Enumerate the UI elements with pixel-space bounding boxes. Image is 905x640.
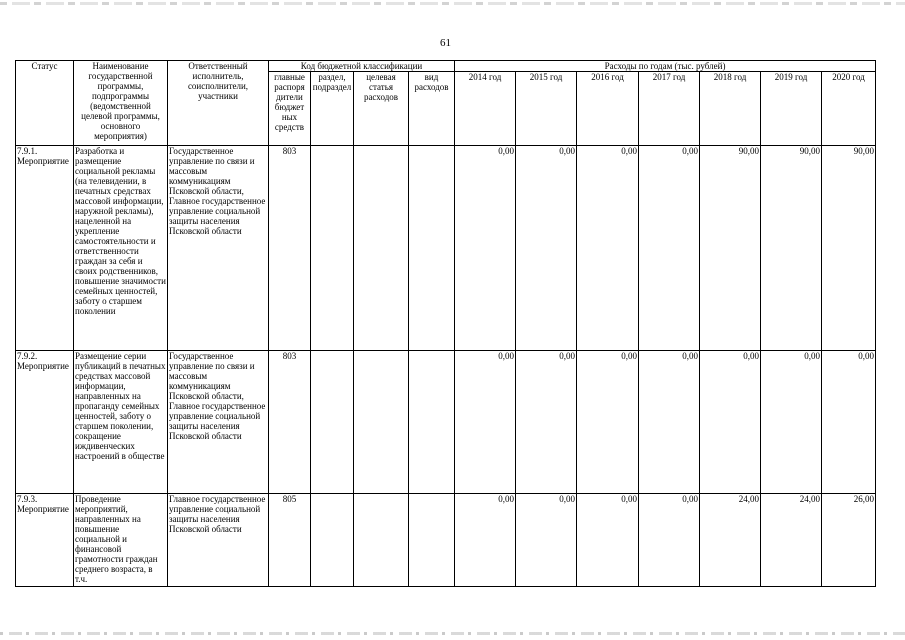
- row-status-cell: [16, 146, 74, 351]
- header-kind: вид расходов: [409, 72, 455, 146]
- table-row: [16, 146, 876, 351]
- row-value-2015: 0,00: [516, 494, 577, 587]
- row-value-2016: 0,00: [577, 494, 639, 587]
- row-kind: [409, 351, 455, 494]
- header-name: Наименование государственной программы, подпрограммы (ведомственной целевой программы, основного мероприятия): [74, 61, 168, 146]
- row-section: [311, 146, 354, 351]
- row-code: 7.9.2.: [17, 351, 38, 361]
- header-row-1: [16, 61, 876, 72]
- row-value-2017: 0,00: [639, 146, 700, 351]
- header-year-2016: 2016 год: [577, 72, 639, 146]
- row-value-2014: 0,00: [455, 146, 516, 351]
- row-status: Мероприятие: [17, 361, 69, 371]
- table-row: [16, 494, 876, 587]
- header-grbs: главные распоря дители бюджет ных средств: [269, 72, 311, 146]
- row-grbs: 803: [269, 146, 311, 351]
- row-value-2019: 24,00: [761, 494, 822, 587]
- row-code: 7.9.3.: [17, 494, 38, 504]
- row-value-2019: 90,00: [761, 146, 822, 351]
- row-kind: [409, 494, 455, 587]
- row-article: [354, 351, 409, 494]
- header-year-2015: 2015 год: [516, 72, 577, 146]
- row-responsible: Главное государственное управление социальной защиты населения Псковской области: [168, 494, 269, 587]
- scan-edge-top: [0, 2, 905, 5]
- header-year-2014: 2014 год: [455, 72, 516, 146]
- budget-table: [15, 60, 876, 587]
- row-status: Мероприятие: [17, 156, 69, 166]
- row-name: Размещение серии публикаций в печатных средствах массовой информации, направленных на пропаганду семейных ценностей, заботу о старшем поколении, сокращение иждивенческих настроений в обществе: [74, 351, 168, 494]
- row-grbs: 803: [269, 351, 311, 494]
- row-value-2015: 0,00: [516, 351, 577, 494]
- row-name: Разработка и размещение социальной рекламы (на телевидении, в печатных средствах массовой информации, наружной рекламы), нацеленной на укрепление самостоятельности и ответственности граждан за себя и своих родственников, повышение значимости семейных ценностей, заботу о старшем поколении: [74, 146, 168, 351]
- row-value-2017: 0,00: [639, 494, 700, 587]
- row-value-2019: 0,00: [761, 351, 822, 494]
- row-value-2016: 0,00: [577, 146, 639, 351]
- row-value-2014: 0,00: [455, 351, 516, 494]
- row-section: [311, 494, 354, 587]
- row-value-2020: 0,00: [822, 351, 876, 494]
- table-row: [16, 351, 876, 494]
- header-status: Статус: [16, 61, 74, 146]
- row-value-2016: 0,00: [577, 351, 639, 494]
- row-responsible: Государственное управление по связи и массовым коммуникациям Псковской области, Главное государственное управление социальной защиты населения Псковской области: [168, 351, 269, 494]
- row-status: Мероприятие: [17, 504, 69, 514]
- page-number: 61: [440, 37, 451, 49]
- row-article: [354, 494, 409, 587]
- header-year-2018: 2018 год: [700, 72, 761, 146]
- header-year-2019: 2019 год: [761, 72, 822, 146]
- row-value-2020: 26,00: [822, 494, 876, 587]
- row-section: [311, 351, 354, 494]
- header-year-2020: 2020 год: [822, 72, 876, 146]
- header-year-2017: 2017 год: [639, 72, 700, 146]
- row-status-cell: [16, 494, 74, 587]
- row-responsible: Государственное управление по связи и массовым коммуникациям Псковской области, Главное государственное управление социальной защиты населения Псковской области: [168, 146, 269, 351]
- header-budget-code: Код бюджетной классификации: [269, 61, 455, 72]
- row-name: Проведение мероприятий, направленных на повышение социальной и финансовой грамотности граждан среднего возраста, в т.ч.: [74, 494, 168, 587]
- row-value-2014: 0,00: [455, 494, 516, 587]
- header-section: раздел, подраздел: [311, 72, 354, 146]
- header-expenses: Расходы по годам (тыс. рублей): [455, 61, 876, 72]
- row-value-2018: 24,00: [700, 494, 761, 587]
- header-responsible: Ответственный исполнитель, соисполнители, участники: [168, 61, 269, 146]
- row-value-2020: 90,00: [822, 146, 876, 351]
- scan-edge-bottom: [0, 632, 905, 635]
- row-article: [354, 146, 409, 351]
- row-status-cell: [16, 351, 74, 494]
- row-kind: [409, 146, 455, 351]
- row-value-2017: 0,00: [639, 351, 700, 494]
- row-value-2018: 0,00: [700, 351, 761, 494]
- row-value-2018: 90,00: [700, 146, 761, 351]
- row-code: 7.9.1.: [17, 146, 38, 156]
- row-grbs: 805: [269, 494, 311, 587]
- header-article: целевая статья расходов: [354, 72, 409, 146]
- row-value-2015: 0,00: [516, 146, 577, 351]
